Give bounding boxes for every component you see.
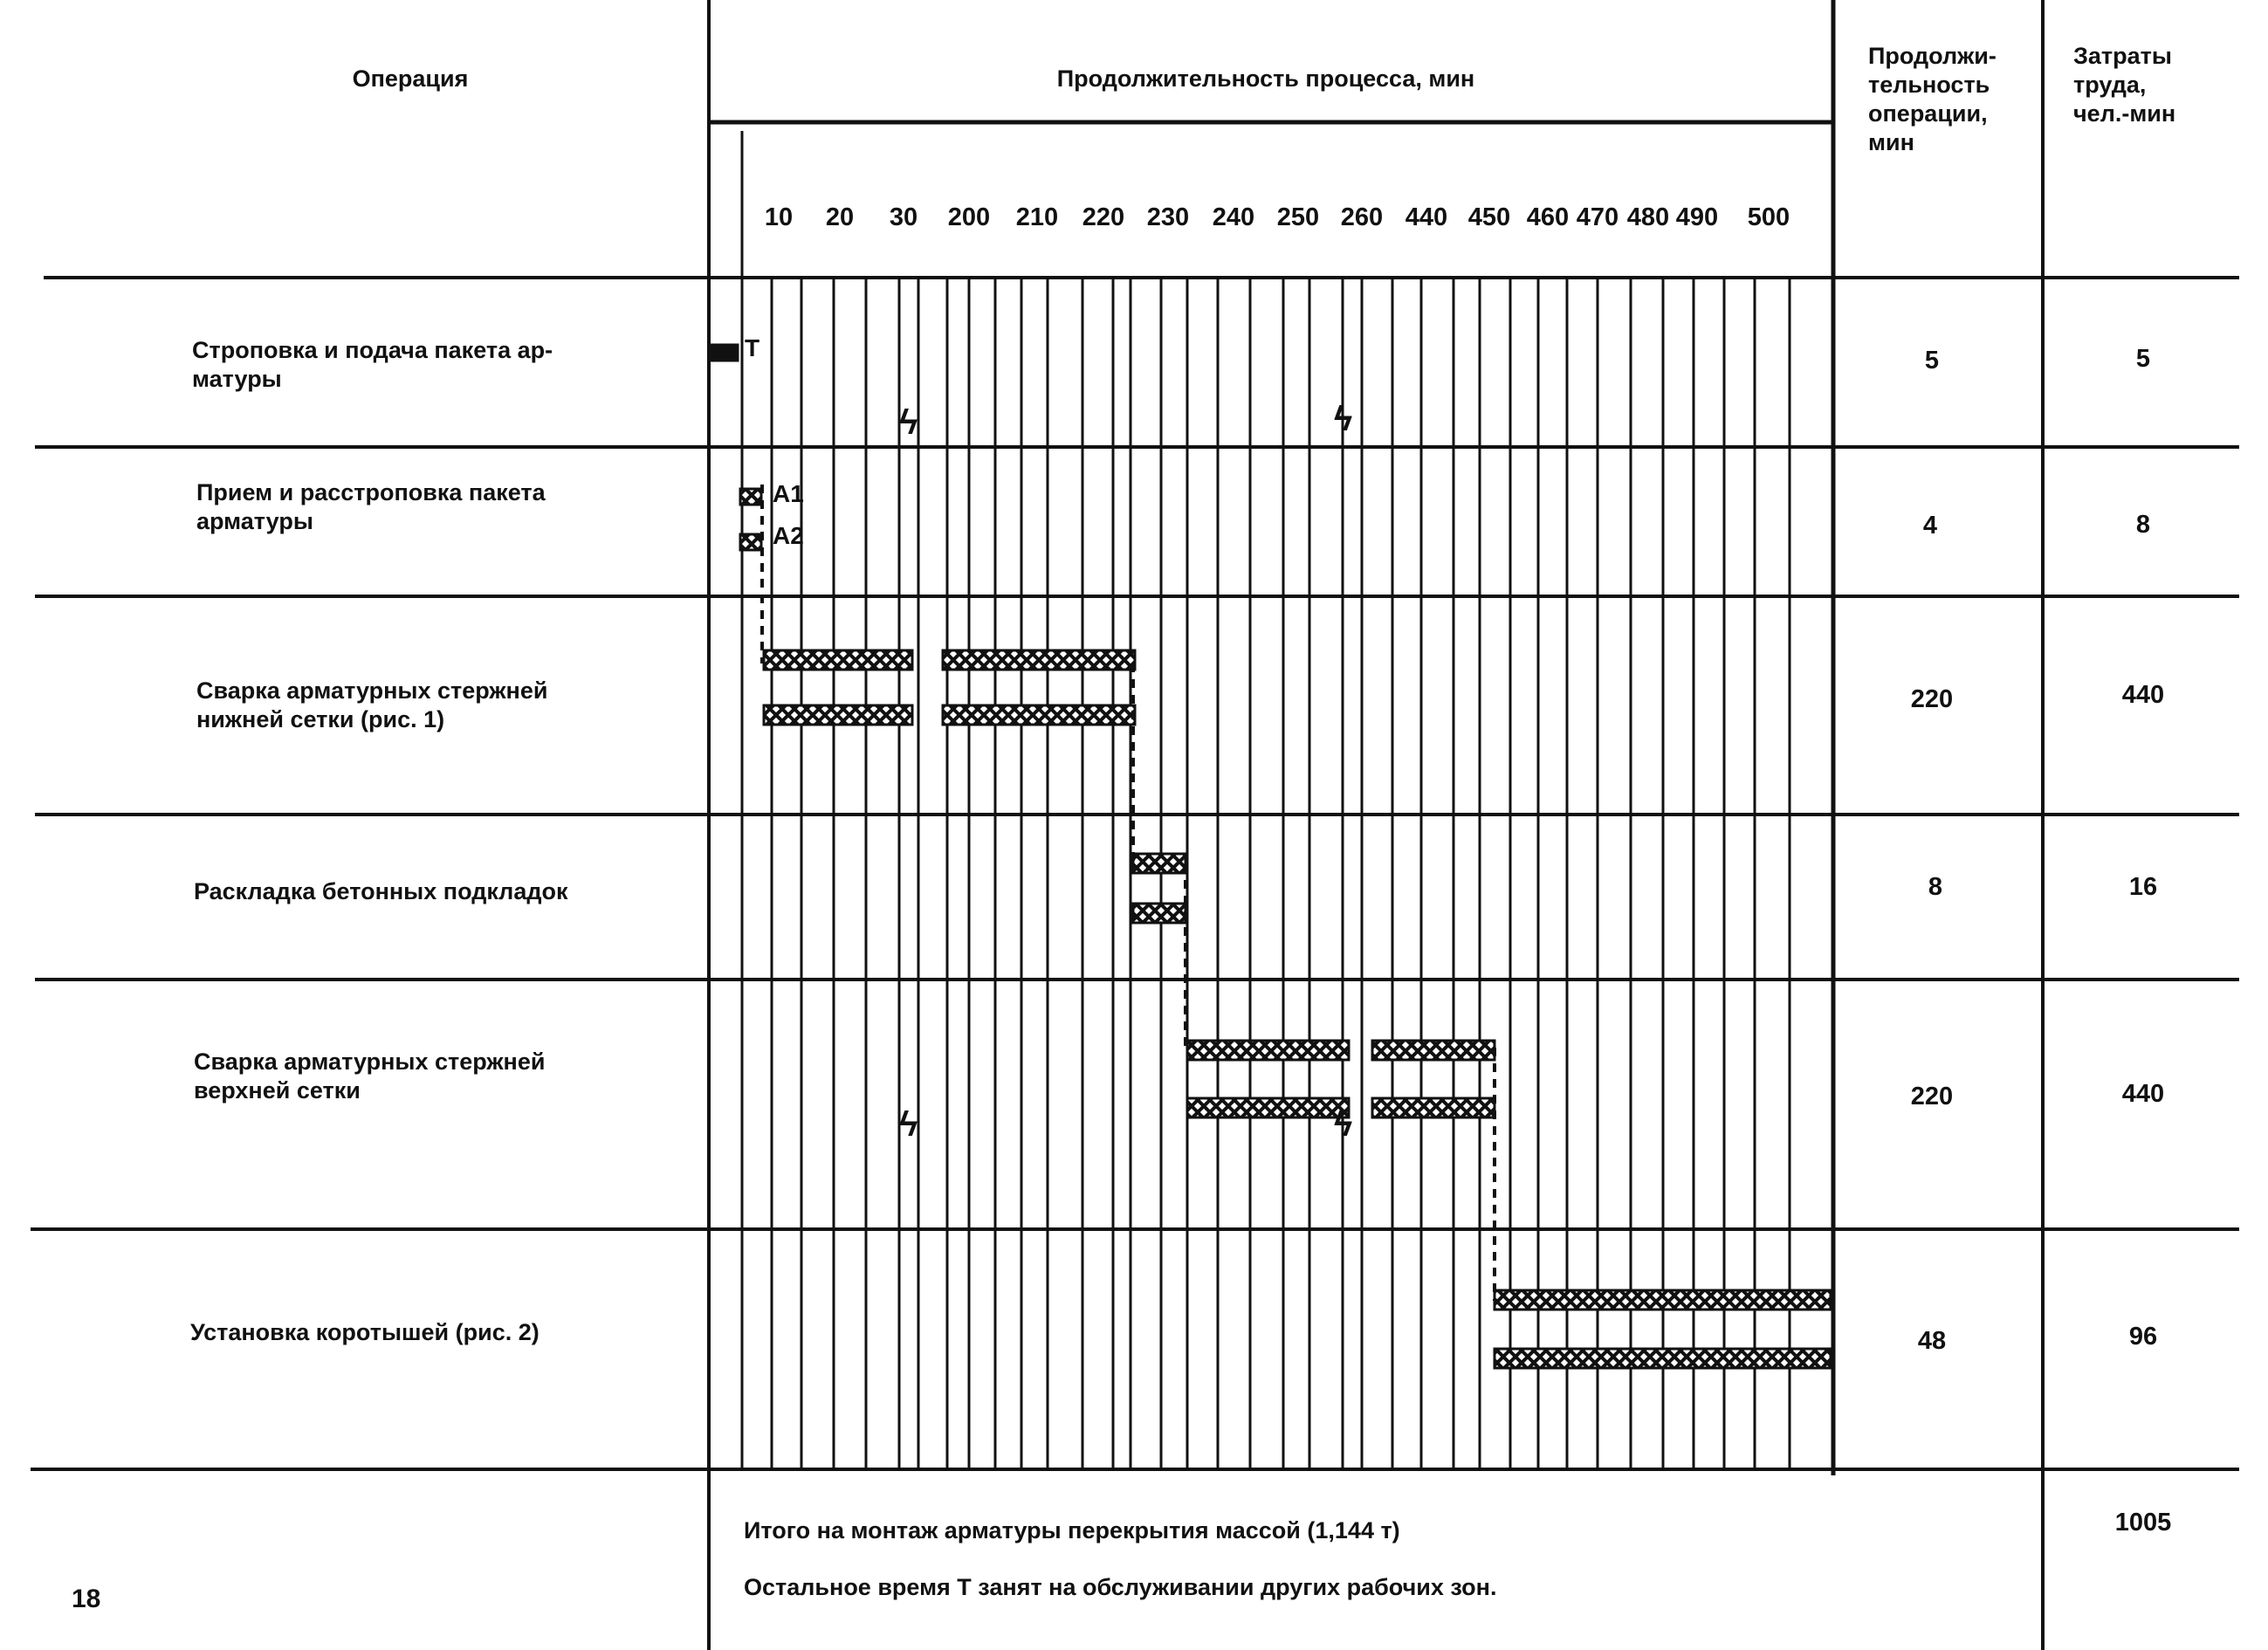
mark-a1: А1 xyxy=(773,480,804,507)
row-duration: 8 xyxy=(1928,873,1943,901)
bar-slinging xyxy=(711,345,738,361)
tick-label: 10 xyxy=(764,203,794,231)
header-op-duration: Продолжи- тельность операции, мин xyxy=(1868,43,1997,155)
tick-label: 500 xyxy=(1747,203,1790,231)
tick-label: 490 xyxy=(1675,203,1719,231)
footer-total-text: Итого на монтаж арматуры перекрытия массой (1,144 т) xyxy=(744,1517,1400,1543)
tick-label: 450 xyxy=(1467,203,1511,231)
tick-label: 20 xyxy=(825,203,855,231)
tick-label: 220 xyxy=(1082,203,1125,231)
tick-label: 260 xyxy=(1340,203,1384,231)
row-duration: 48 xyxy=(1917,1327,1947,1355)
bar-receive-a1 xyxy=(740,489,761,505)
header-process-duration: Продолжительность процесса, мин xyxy=(1056,65,1475,92)
tick-label: 30 xyxy=(889,203,918,231)
tick-label: 250 xyxy=(1276,203,1320,231)
row-operation: Установка коротышей (рис. 2) xyxy=(190,1319,540,1345)
tick-label: 240 xyxy=(1212,203,1255,231)
tick-label: 230 xyxy=(1146,203,1190,231)
bar-upper-mesh-4 xyxy=(1372,1098,1495,1117)
tick-label: 440 xyxy=(1405,203,1448,231)
row-duration: 5 xyxy=(1924,347,1940,375)
bar-short-rods-2 xyxy=(1495,1349,1831,1368)
mark-a2: А2 xyxy=(773,522,804,549)
break-symbol: ϟ xyxy=(899,1105,918,1144)
page-number: 18 xyxy=(72,1585,101,1613)
bar-lower-mesh-1 xyxy=(764,650,912,670)
row-operation: Строповка и подача пакета ар- матуры xyxy=(192,337,553,392)
bar-lower-mesh-3 xyxy=(764,705,912,725)
row-operation: Раскладка бетонных подкладок xyxy=(194,878,568,904)
tick-label: 480 xyxy=(1626,203,1670,231)
bar-upper-mesh-2 xyxy=(1372,1041,1495,1060)
row-labor: 440 xyxy=(2121,681,2165,709)
header-labor-cost: Затраты труда, чел.-мин xyxy=(2073,43,2176,127)
row-duration: 4 xyxy=(1922,512,1938,540)
row-labor: 16 xyxy=(2128,873,2158,901)
break-symbol: ϟ xyxy=(1334,1105,1353,1144)
break-symbol: ϟ xyxy=(1334,400,1353,438)
tick-label: 470 xyxy=(1576,203,1619,231)
bar-short-rods-1 xyxy=(1495,1290,1831,1310)
header-operation: Операция xyxy=(352,65,469,92)
bar-spacers-2 xyxy=(1133,904,1186,923)
row-operation: Сварка арматурных стержней нижней сетки (рис. 1) xyxy=(196,677,548,732)
bar-receive-a2 xyxy=(740,534,761,550)
bar-upper-mesh-1 xyxy=(1187,1041,1349,1060)
row-labor: 5 xyxy=(2135,345,2151,373)
break-symbol: ϟ xyxy=(899,403,918,442)
footer-total-value: 1005 xyxy=(2114,1509,2172,1537)
bar-lower-mesh-4 xyxy=(943,705,1135,725)
tick-label: 460 xyxy=(1526,203,1570,231)
row-duration: 220 xyxy=(1910,685,1954,713)
row-labor: 96 xyxy=(2128,1323,2158,1351)
bar-lower-mesh-2 xyxy=(943,650,1135,670)
bar-spacers-1 xyxy=(1133,854,1186,873)
bar-upper-mesh-3 xyxy=(1187,1098,1349,1117)
row-operation: Прием и расстроповка пакета арматуры xyxy=(196,479,546,534)
row-labor: 440 xyxy=(2121,1080,2165,1108)
tick-label: 210 xyxy=(1015,203,1059,231)
tick-label: 200 xyxy=(947,203,991,231)
row-operation: Сварка арматурных стержней верхней сетки xyxy=(194,1048,546,1103)
row-duration: 220 xyxy=(1910,1083,1954,1110)
row-labor: 8 xyxy=(2135,511,2151,539)
footer-note: Остальное время Т занят на обслуживании других рабочих зон. xyxy=(744,1574,1497,1600)
mark-t: Т xyxy=(745,334,760,361)
